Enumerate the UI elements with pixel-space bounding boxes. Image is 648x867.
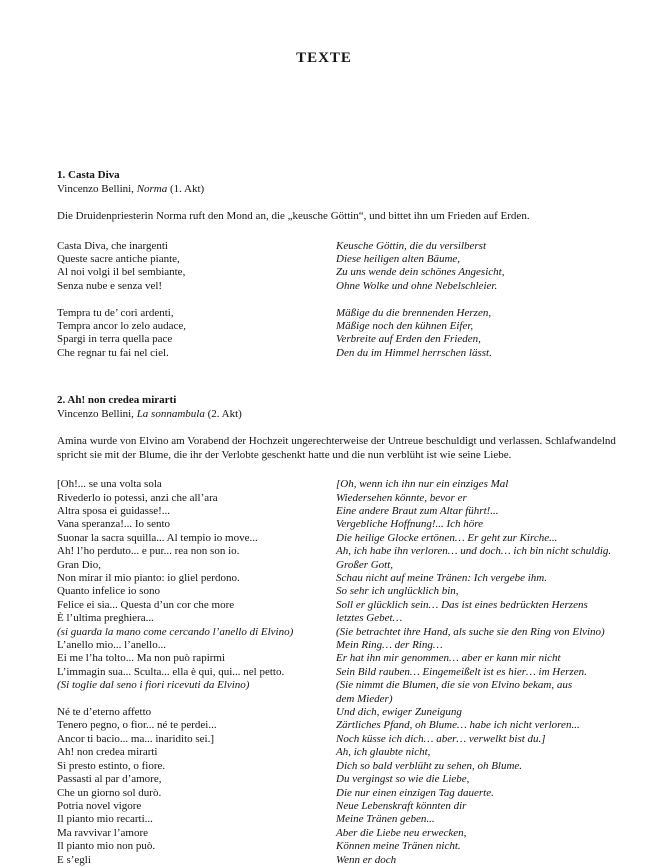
text-line: Wiedersehen könnte, bevor er xyxy=(336,491,467,504)
text-line: Mein Ring… der Ring… xyxy=(336,639,443,652)
section-casta-diva xyxy=(0,169,648,360)
section-intro: Die Druidenpriesterin Norma ruft den Mond an, die „keusche Göttin“, und bittet ihn um Frieden auf Erden. xyxy=(57,210,530,222)
text-line: (si guarda la mano come cercando l’anello di Elvino) xyxy=(57,625,294,638)
text-line: [Oh, wenn ich ihn nur ein einziges Mal xyxy=(336,478,509,491)
text-line: Ma ravvivar l’amore xyxy=(57,826,149,839)
original-text-column xyxy=(57,478,336,867)
text-line: Che regnar tu fai nel ciel. xyxy=(57,346,169,359)
text-line: [Oh!... se una volta sola xyxy=(57,478,162,491)
text-line: Dich so bald verblüht zu sehen, oh Blume. xyxy=(336,759,523,772)
text-line: Vergebliche Hoffnung!... Ich höre xyxy=(336,518,484,531)
text-line: Zu uns wende dein schönes Angesicht, xyxy=(336,266,505,279)
work-act: (1. Akt) xyxy=(167,182,205,195)
text-line: letztes Gebet… xyxy=(336,612,403,625)
text-line: So sehr ich unglücklich bin, xyxy=(336,585,459,598)
text-line: Tempra tu de’ cori ardenti, xyxy=(57,306,174,319)
text-columns xyxy=(57,240,628,361)
section-header xyxy=(57,394,628,421)
section-intro: Amina wurde von Elvino am Vorabend der Hochzeit ungerechterweise der Untreue beschuldigt und verlassen. Schlafwandelnd spricht sie mit der Blume, die ihr der Verlobte geschenkt hatte und die nun verblüht ist wie seine Liebe. xyxy=(57,435,616,461)
text-line: Che un giorno sol durò. xyxy=(57,786,162,799)
text-line: È l’ultima preghiera... xyxy=(57,612,154,625)
text-line: Schau nicht auf meine Tränen: Ich vergebe ihm. xyxy=(336,572,547,584)
section-header xyxy=(57,169,628,196)
text-line: Passasti al par d’amore, xyxy=(57,773,162,786)
text-line: Casta Diva, che inargenti xyxy=(57,239,168,252)
text-line: Mäßige du die brennenden Herzen, xyxy=(336,306,492,319)
text-line: Ah, ich habe ihn verloren… und doch… ich bin nicht schuldig. xyxy=(336,545,612,558)
text-line: Können meine Tränen nicht. xyxy=(336,840,461,853)
text-line: Ah, ich glaubte nicht, xyxy=(336,746,431,759)
text-line xyxy=(57,693,336,706)
text-line: Il pianto mio recarti... xyxy=(57,813,153,826)
text-line: Den du im Himmel herrschen lässt. xyxy=(336,346,492,359)
text-line: Rivederlo io potessi, anzi che all’ara xyxy=(57,491,218,504)
composer-name: Vincenzo Bellini, xyxy=(57,407,137,420)
text-line: (Sie betrachtet ihre Hand, als suche sie den Ring von Elvino) xyxy=(336,625,605,638)
text-line: Ah! non credea mirarti xyxy=(57,746,158,759)
text-line: L’immagin sua... Sculta... ella è qui, qui... nel petto. xyxy=(57,665,285,678)
text-line: Die nur einen einzigen Tag dauerte. xyxy=(336,786,494,799)
text-line: Quanto infelice io sono xyxy=(57,585,160,598)
text-line: Mäßige noch den kühnen Eifer, xyxy=(336,319,474,332)
section-ah-non-credea xyxy=(0,394,648,867)
text-line: Vana speranza!... Io sento xyxy=(57,518,171,531)
text-line: Né te d’eterno affetto xyxy=(57,706,152,719)
text-line: Tenero pegno, o fior... né te perdei... xyxy=(57,719,217,732)
text-line: Non mirar il mio pianto: io gliel perdono. xyxy=(57,572,240,584)
text-line: Gran Dio, xyxy=(57,558,101,571)
composer-line xyxy=(57,183,628,197)
text-line: (Sie nimmt die Blumen, die sie von Elvino bekam, aus xyxy=(336,679,573,692)
text-line: Al noi volgi il bel sembiante, xyxy=(57,266,186,279)
composer-name: Vincenzo Bellini, xyxy=(57,182,137,195)
text-line: Spargi in terra quella pace xyxy=(57,333,173,346)
text-line: Großer Gott, xyxy=(336,558,394,571)
text-line: E s’egli xyxy=(57,853,91,866)
text-line: Sì presto estinto, o fiore. xyxy=(57,759,166,772)
text-line: Altra sposa ei guidasse!... xyxy=(57,504,171,517)
text-line: Und dich, ewiger Zuneigung xyxy=(336,706,462,719)
text-line: Du vergingst so wie die Liebe, xyxy=(336,773,470,786)
text-line: (Si toglie dal seno i fiori ricevuti da Elvino) xyxy=(57,679,250,692)
section-heading: 2. Ah! non credea mirarti xyxy=(57,394,177,407)
text-line: Senza nube e senza vel! xyxy=(57,279,163,292)
text-line: Soll er glücklich sein… Das ist eines bedrückten Herzens xyxy=(336,598,588,611)
text-line: Die heilige Glocke ertönen… Er geht zur Kirche... xyxy=(336,531,558,544)
text-line: Felice ei sia... Questa d’un cor che more xyxy=(57,598,235,611)
text-line: Neue Lebenskraft könnten dir xyxy=(336,799,467,812)
text-line: L’anello mio... l’anello... xyxy=(57,639,166,652)
work-title: Norma xyxy=(136,182,168,195)
text-line: Zärtliches Pfand, oh Blume… habe ich nicht verloren... xyxy=(336,719,580,732)
original-text-column xyxy=(57,240,336,361)
text-columns xyxy=(57,478,628,867)
text-line xyxy=(336,293,628,306)
text-line: Diese heiligen alten Bäume, xyxy=(336,252,461,265)
work-title: La sonnambula xyxy=(136,407,205,420)
text-line: Noch küsse ich dich… aber… verwelkt bist du.] xyxy=(336,732,546,745)
composer-line xyxy=(57,408,628,422)
section-heading: 1. Casta Diva xyxy=(57,169,120,181)
text-line: Wenn er doch xyxy=(336,853,397,866)
text-line: Ah! l’ho perduto... e pur... rea non son io. xyxy=(57,545,240,558)
text-line: Verbreite auf Erden den Frieden, xyxy=(336,333,481,346)
text-line: Potria novel vigore xyxy=(57,799,142,812)
page-title: TEXTE xyxy=(296,50,352,66)
translation-text-column xyxy=(336,478,628,867)
text-line: Ei me l’ha tolto... Ma non può rapirmi xyxy=(57,652,226,665)
text-line: Er hat ihn mir genommen… aber er kann mir nicht xyxy=(336,652,561,665)
text-line: Tempra ancor lo zelo audace, xyxy=(57,319,187,332)
text-line: Keusche Göttin, die du versilberst xyxy=(336,239,487,252)
text-line: Aber die Liebe neu erwecken, xyxy=(336,826,467,839)
translation-text-column xyxy=(336,240,628,361)
text-line: Suonar la sacra squilla... Al tempio io move... xyxy=(57,531,258,544)
work-act: (2. Akt) xyxy=(204,407,242,420)
text-line: Ancor ti bacio... ma... inaridito sei.] xyxy=(57,732,215,745)
text-line: Il pianto mio non può. xyxy=(57,840,156,853)
text-line: Meine Tränen geben... xyxy=(336,813,435,826)
text-line: Queste sacre antiche piante, xyxy=(57,252,180,265)
text-line: Ohne Wolke und ohne Nebelschleier. xyxy=(336,279,498,292)
text-line xyxy=(57,293,336,306)
text-line: dem Mieder) xyxy=(336,692,393,705)
text-line: Sein Bild rauben… Eingemeißelt ist es hier… im Herzen. xyxy=(336,665,587,678)
text-line: Eine andere Braut zum Altar führt!... xyxy=(336,504,499,517)
